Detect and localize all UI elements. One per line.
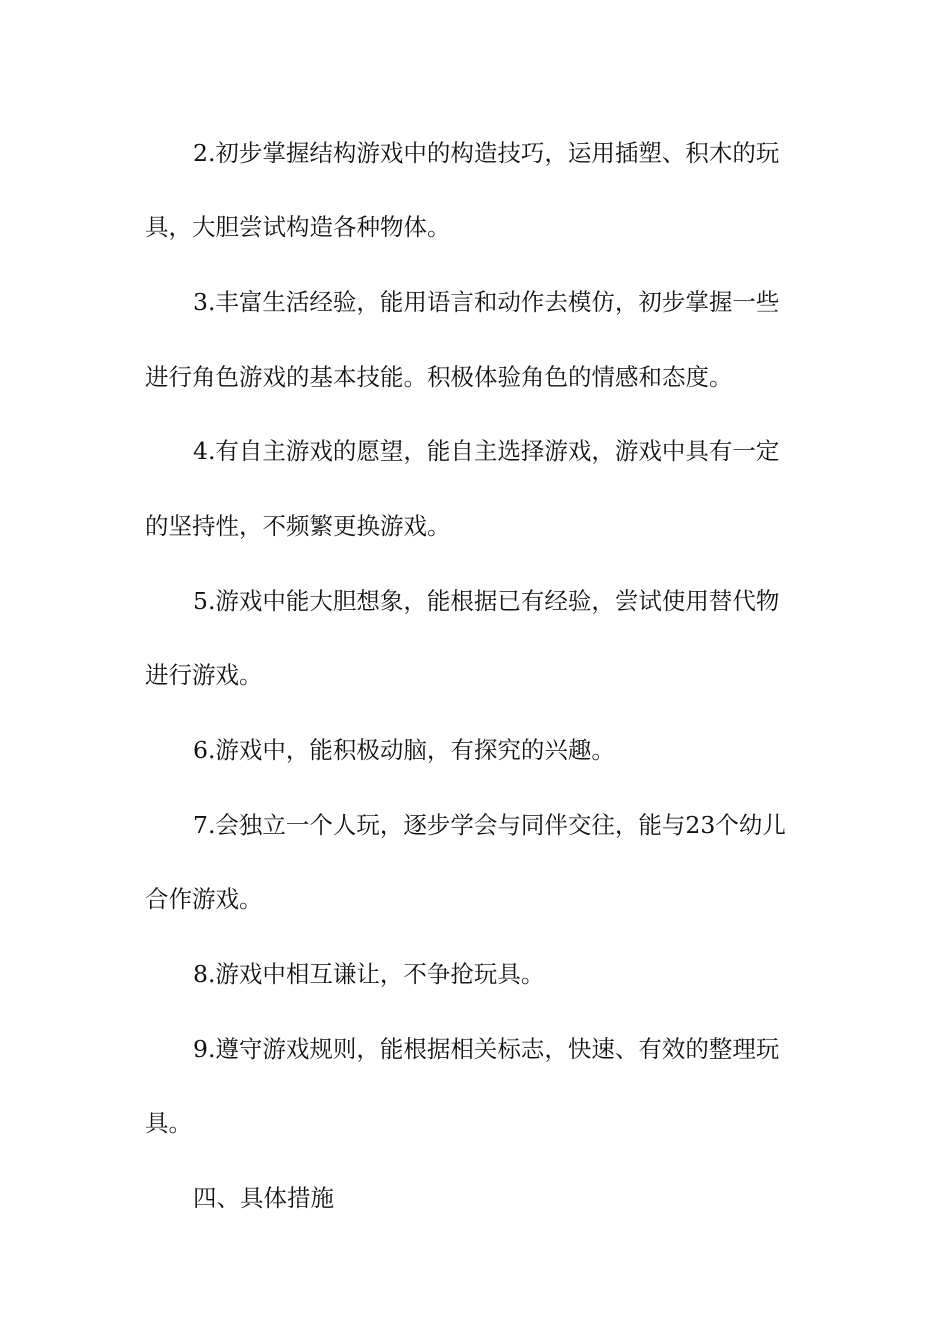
paragraph-4-line-2: 的坚持性，不频繁更换游戏。	[145, 512, 451, 540]
section-heading: 四、具体措施	[193, 1184, 334, 1212]
paragraph-3-line-2: 进行角色游戏的基本技能。积极体验角色的情感和态度。	[145, 363, 733, 391]
paragraph-9-line-2: 具。	[145, 1109, 192, 1137]
paragraph-4-line-1: 4.有自主游戏的愿望，能自主选择游戏，游戏中具有一定	[193, 437, 780, 465]
paragraph-5-line-1: 5.游戏中能大胆想象，能根据已有经验，尝试使用替代物	[193, 587, 780, 615]
paragraph-7-line-2: 合作游戏。	[145, 885, 263, 913]
paragraph-3-line-1: 3.丰富生活经验，能用语言和动作去模仿，初步掌握一些	[193, 288, 780, 316]
paragraph-7-line-1: 7.会独立一个人玩，逐步学会与同伴交往，能与23个幼儿	[193, 811, 786, 839]
paragraph-2-line-2: 具，大胆尝试构造各种物体。	[145, 213, 451, 241]
paragraph-8-line-1: 8.游戏中相互谦让，不争抢玩具。	[193, 960, 545, 988]
paragraph-5-line-2: 进行游戏。	[145, 661, 263, 689]
paragraph-2-line-1: 2.初步掌握结构游戏中的构造技巧，运用插塑、积木的玩	[193, 139, 780, 167]
paragraph-9-line-1: 9.遵守游戏规则，能根据相关标志，快速、有效的整理玩	[193, 1035, 780, 1063]
paragraph-6-line-1: 6.游戏中，能积极动脑，有探究的兴趣。	[193, 736, 615, 764]
